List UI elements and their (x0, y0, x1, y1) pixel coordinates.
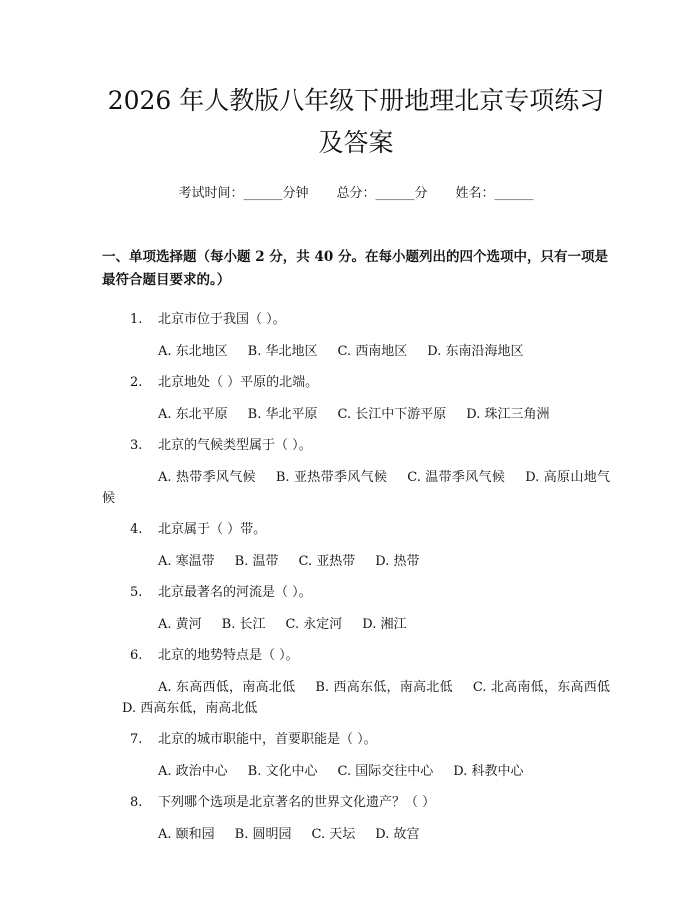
option-a: A. 东高西低，南高北低 (158, 680, 296, 695)
option-a: A. 热带季风气候 (158, 470, 256, 485)
option-c: C. 天坛 (311, 827, 356, 842)
option-d: D. 高原山地气候 (102, 470, 611, 506)
question-stem: 下列哪个选项是北京著名的世界文化遗产？（ ） (158, 795, 436, 810)
option-b: B. 温带 (234, 554, 279, 569)
option-c: C. 温带季风气候 (407, 470, 506, 485)
question-number: 3. (130, 438, 143, 453)
question-item (102, 309, 610, 362)
question-stem: 北京的地势特点是（ ）。 (158, 648, 299, 663)
question-item (102, 645, 610, 719)
option-a: A. 东北平原 (158, 407, 228, 422)
option-c: C. 北高南低，东高西低 (472, 680, 611, 695)
question-options (102, 614, 610, 635)
option-d: D. 故宫 (375, 827, 420, 842)
question-options (0, 467, 610, 509)
question-item (102, 372, 610, 425)
option-a: A. 黄河 (158, 617, 202, 632)
question-number: 1. (130, 312, 143, 327)
question-stem: 北京最著名的河流是（ ）。 (158, 585, 312, 600)
option-d: D. 科教中心 (453, 764, 524, 779)
total-score-label: 总分：______分 (336, 186, 428, 201)
option-d: D. 珠江三角洲 (466, 407, 550, 422)
question-item (102, 519, 610, 572)
name-label: 姓名：______ (455, 186, 534, 201)
option-b: B. 文化中心 (247, 764, 318, 779)
option-a: A. 政治中心 (158, 764, 228, 779)
question-options (102, 824, 610, 845)
question-number: 2. (130, 375, 143, 390)
question-item (102, 792, 610, 845)
question-number: 5. (130, 585, 143, 600)
option-a: A. 颐和园 (158, 827, 215, 842)
question-number: 6. (130, 648, 143, 663)
document-title: 2026 年人教版八年级下册地理北京专项练习及答案 (107, 86, 605, 157)
question-options (102, 551, 610, 572)
option-c: C. 长江中下游平原 (337, 407, 447, 422)
option-d: D. 热带 (375, 554, 420, 569)
question-options (102, 341, 610, 362)
question-options (102, 404, 610, 425)
option-b: B. 华北地区 (247, 344, 318, 359)
option-a: A. 寒温带 (158, 554, 215, 569)
question-number: 8. (130, 795, 143, 810)
question-stem: 北京属于（ ）带。 (158, 522, 267, 537)
section-heading: 一、单项选择题（每小题 2 分，共 40 分。在每小题列出的四个选项中，只有一项是最符合题目要求的。） (102, 249, 608, 288)
question-item (102, 582, 610, 635)
option-d: D. 西高东低，南高北低 (122, 701, 258, 716)
option-d: D. 湘江 (362, 617, 407, 632)
question-options (0, 677, 610, 719)
question-stem: 北京市位于我国（ ）。 (158, 312, 286, 327)
question-stem: 北京的气候类型属于（ ）。 (158, 438, 312, 453)
option-b: B. 亚热带季风气候 (275, 470, 388, 485)
question-list (102, 309, 610, 845)
question-item (102, 435, 610, 509)
option-b: B. 长江 (221, 617, 266, 632)
option-b: B. 圆明园 (234, 827, 292, 842)
option-b: B. 西高东低，南高北低 (315, 680, 453, 695)
option-a: A. 东北地区 (158, 344, 228, 359)
question-stem: 北京的城市职能中，首要职能是（ ）。 (158, 732, 377, 747)
question-number: 4. (130, 522, 143, 537)
question-stem: 北京地处（ ）平原的北端。 (158, 375, 319, 390)
option-b: B. 华北平原 (247, 407, 318, 422)
question-number: 7. (130, 732, 143, 747)
option-c: C. 国际交往中心 (337, 764, 434, 779)
exam-info (102, 184, 610, 204)
option-c: C. 永定河 (285, 617, 343, 632)
question-item (102, 729, 610, 782)
option-c: C. 亚热带 (298, 554, 356, 569)
question-options (102, 761, 610, 782)
option-c: C. 西南地区 (337, 344, 408, 359)
option-d: D. 东南沿海地区 (427, 344, 524, 359)
exam-time-label: 考试时间：______分钟 (178, 186, 309, 201)
